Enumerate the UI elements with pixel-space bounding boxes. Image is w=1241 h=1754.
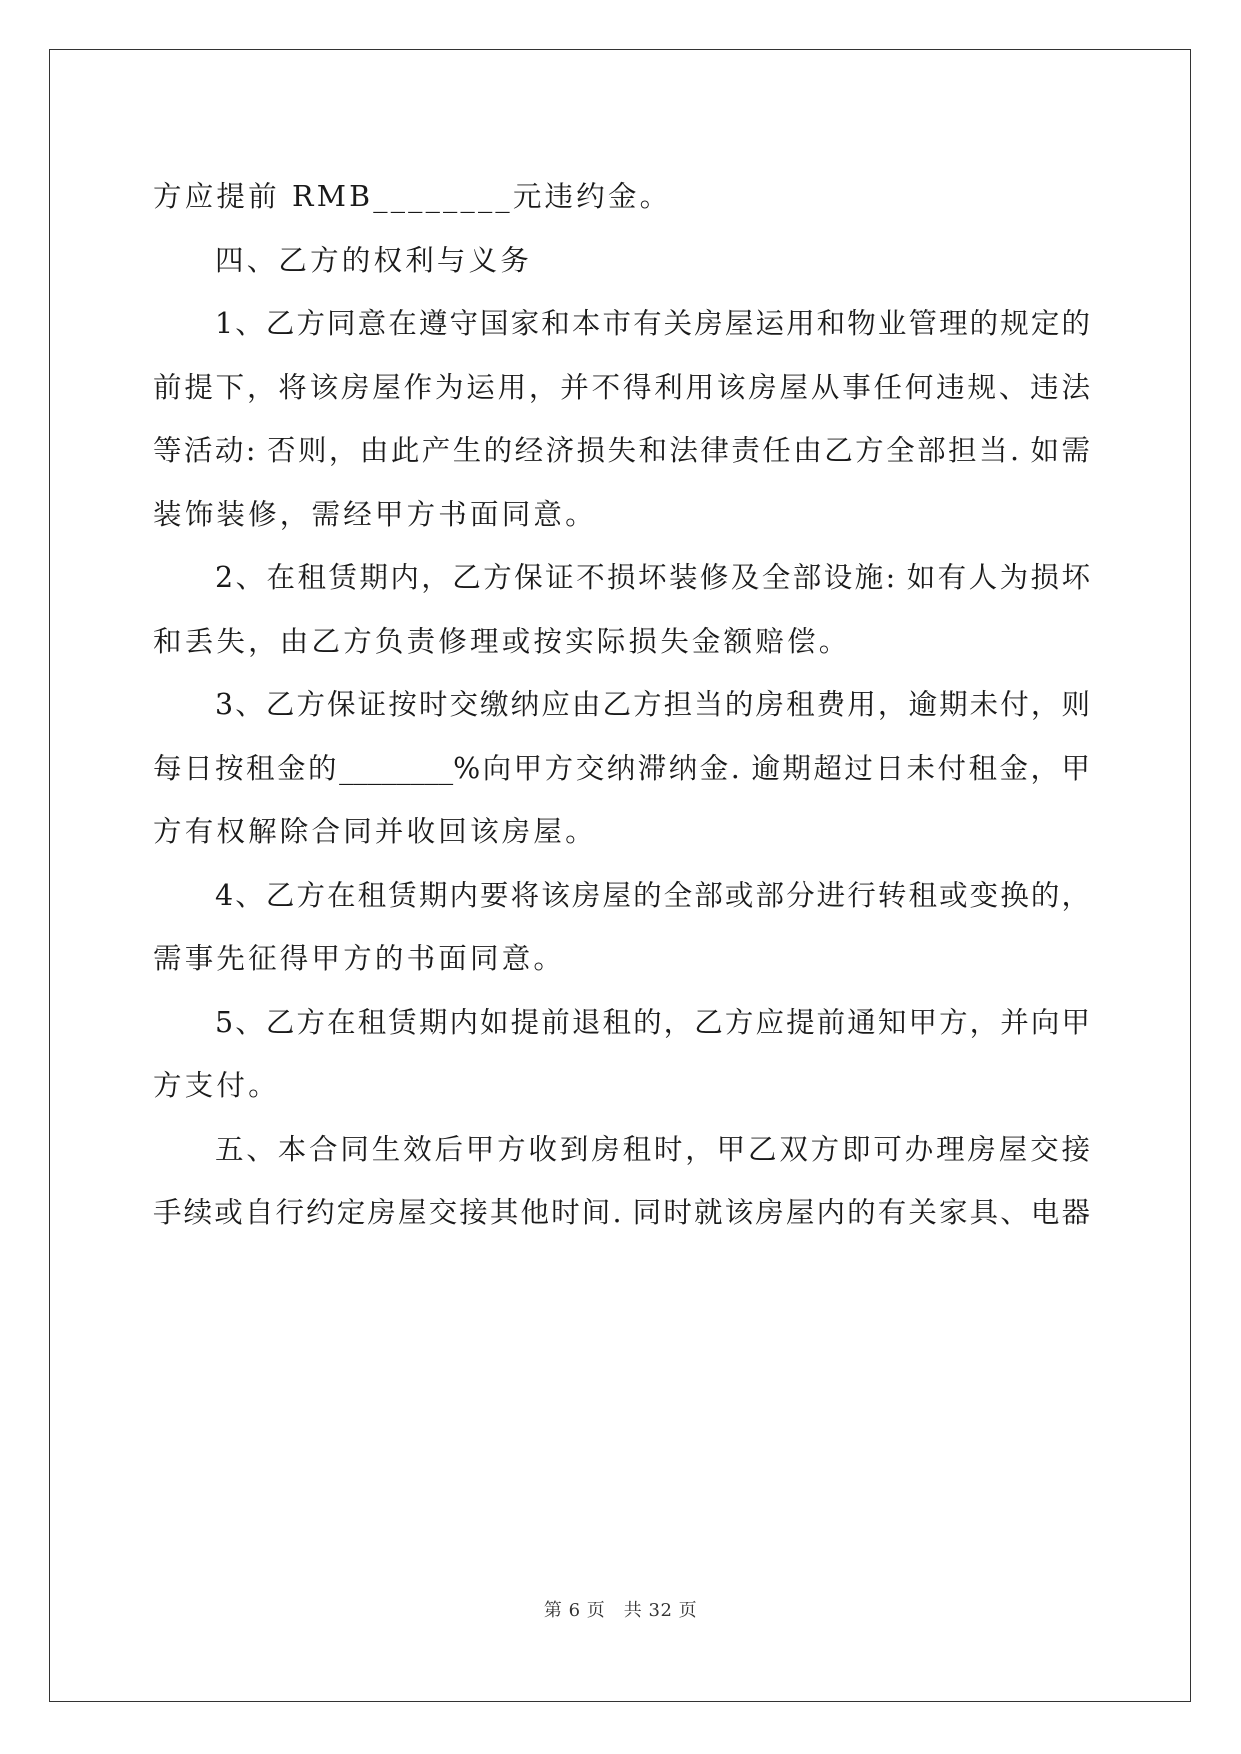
page-number: 第 6 页 共 32 页	[543, 1600, 698, 1621]
text-line: 前提下，将该房屋作为运用，并不得利用该房屋从事任何违规、违法	[153, 370, 1090, 404]
text-line: 3、乙方保证按时交缴纳应由乙方担当的房租费用，逾期未付，则	[215, 688, 1090, 721]
text-line: 和丢失，由乙方负责修理或按实际损失金额赔偿。	[153, 624, 851, 658]
text-line: 方应提前 RMB________元违约金。	[153, 180, 672, 213]
section-heading: 五、本合同生效后甲方收到房租时，甲乙双方即可办理房屋交接	[215, 1132, 1090, 1166]
text-line: 方有权解除合同并收回该房屋。	[153, 815, 597, 848]
text-line: 5、乙方在租赁期内如提前退租的，乙方应提前通知甲方，并向甲	[215, 1005, 1090, 1039]
text-line: 手续或自行约定房屋交接其他时间. 同时就该房屋内的有关家具、电器	[153, 1196, 1090, 1229]
text-line: 方支付。	[153, 1069, 280, 1102]
text-line: 每日按租金的________%向甲方交纳滞纳金. 逾期超过日未付租金，甲	[153, 751, 1090, 785]
section-heading: 四、乙方的权利与义务	[215, 243, 533, 277]
text-line: 1、乙方同意在遵守国家和本市有关房屋运用和物业管理的规定的	[215, 307, 1090, 340]
text-line: 2、在租赁期内，乙方保证不损坏装修及全部设施: 如有人为损坏	[215, 561, 1090, 594]
text-line: 装饰装修，需经甲方书面同意。	[153, 497, 597, 531]
text-line: 等活动: 否则，由此产生的经济损失和法律责任由乙方全部担当. 如需	[153, 434, 1090, 467]
document-body	[153, 165, 1090, 1245]
text-line: 4、乙方在租赁期内要将该房屋的全部或部分进行转租或变换的，	[215, 878, 1090, 912]
text-line: 需事先征得甲方的书面同意。	[153, 942, 566, 975]
